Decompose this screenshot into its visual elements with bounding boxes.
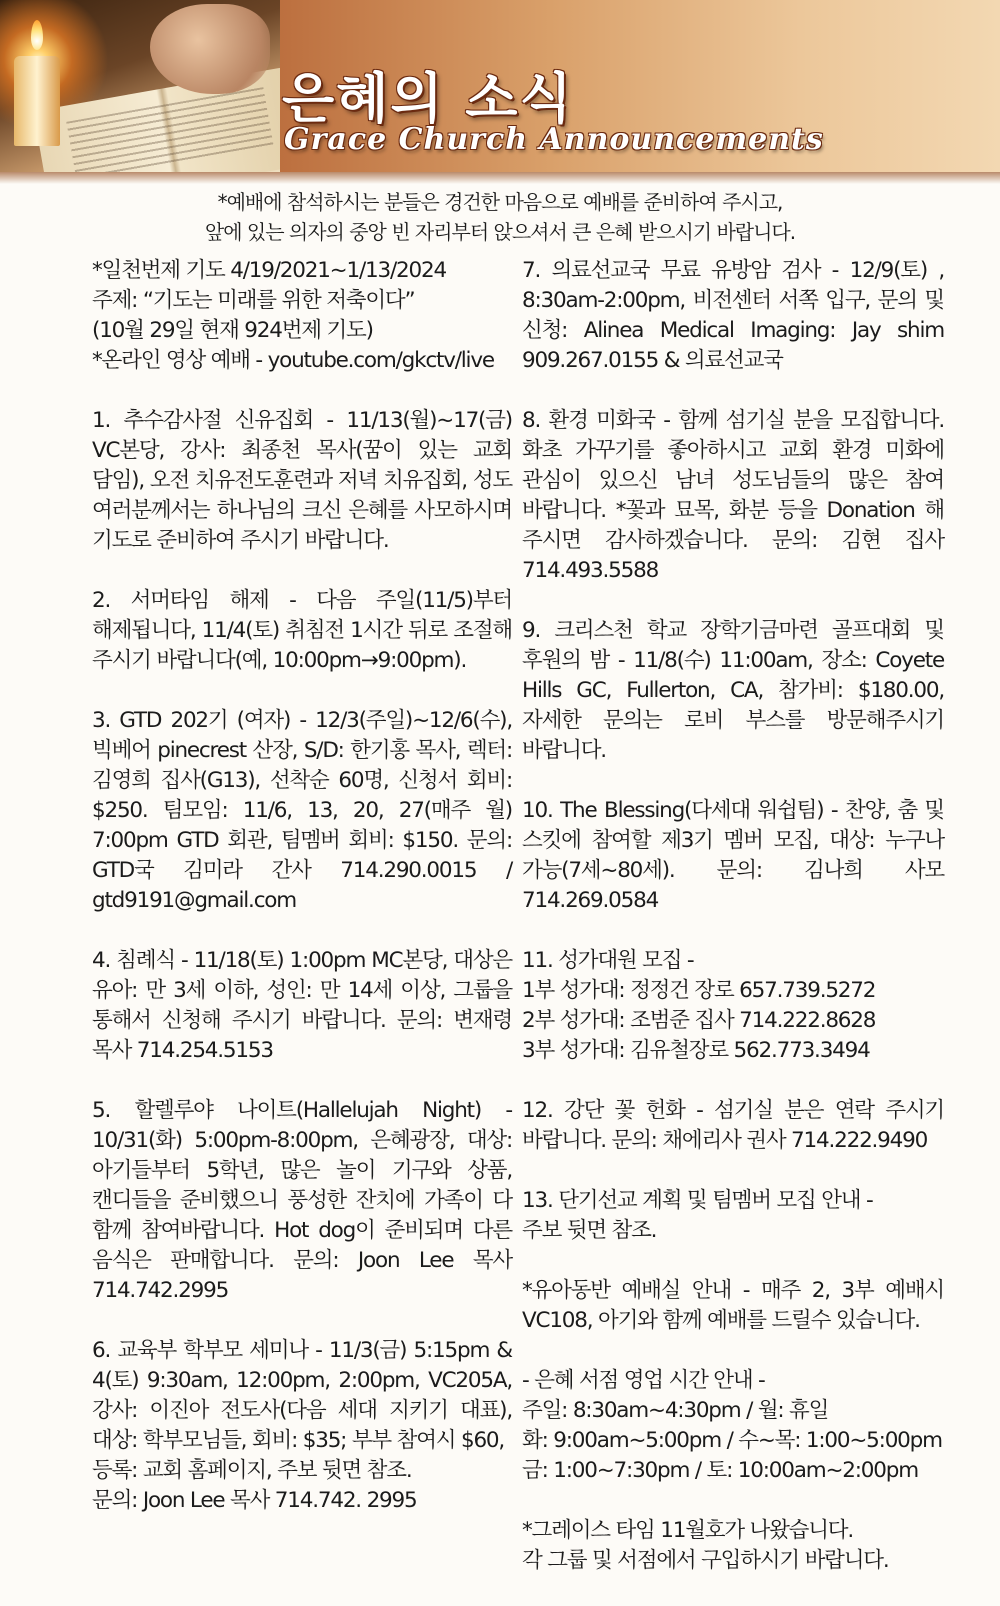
bookstore-hours-tue-thu: 화: 9:00am~5:00pm / 수~목: 1:00~5:00pm — [522, 1428, 942, 1453]
right-column — [522, 256, 944, 1606]
announcement-13 — [522, 1186, 944, 1246]
announcement-11 — [522, 946, 944, 1066]
grace-time-notice — [522, 1516, 944, 1576]
worship-notice-line2: 앞에 있는 의자의 중앙 빈 자리부터 앉으셔서 큰 은혜 받으시기 바랍니다. — [204, 220, 796, 244]
worship-notice-line1: *예배에 참석하시는 분들은 경건한 마음으로 예배를 준비하여 주시고, — [217, 190, 783, 214]
mission-recruit: 13. 단기선교 계획 및 팀멤버 모집 안내 - — [522, 1188, 873, 1213]
choir-1: 1부 성가대: 정정건 장로 657.739.5272 — [522, 978, 876, 1003]
grace-time-line1: *그레이스 타임 11월호가 나왔습니다. — [522, 1518, 854, 1543]
prayer-info-block — [92, 256, 512, 376]
choir-recruit-title: 11. 성가대원 모집 - — [522, 948, 694, 973]
online-worship: *온라인 영상 예배 - youtube.com/gkctv/live — [92, 348, 494, 373]
bookstore-hours-sun-mon: 주일: 8:30am~4:30pm / 월: 휴일 — [522, 1398, 829, 1423]
page-title-english: Grace Church Announcements — [284, 122, 824, 157]
announcement-1: 1. 추수감사절 신유집회 - 11/13(월)~17(금) VC본당, 강사: 최종천 목사(꿈이 있는 교회 담임), 오전 치유전도훈련과 저녁 치유집회, 성도 여러분께서는 하나님의 크신 은혜를 사모하시며 기도로 준비하여 주시기 바랍니다. — [92, 408, 512, 553]
announcement-4: 4. 침례식 - 11/18(토) 1:00pm MC본당, 대상은 유아: 만 3세 이하, 성인: 만 14세 이상, 그룹을 통해서 신청해 주시기 바랍니다. 문의: 변재령 목사 714.254.5153 — [92, 948, 512, 1063]
prayer-count: (10월 29일 현재 924번제 기도) — [92, 318, 373, 343]
left-column — [92, 256, 512, 1546]
announcement-12: 12. 강단 꽃 헌화 - 섬기실 분은 연락 주시기 바랍니다. 문의: 채에리사 권사 714.222.9490 — [522, 1098, 944, 1153]
announcement-7: 7. 의료선교국 무료 유방암 검사 - 12/9(토) , 8:30am-2:00pm, 비전센터 서쪽 입구, 문의 및 신청: Alinea Medical Imaging: Jay shim 909.267.0155 & 의료선교국 — [522, 258, 944, 373]
announcement-6-contact: 문의: Joon Lee 목사 714.742. 2995 — [92, 1488, 417, 1513]
announcement-3: 3. GTD 202기 (여자) - 12/3(주일)~12/6(수), 빅베어 pinecrest 산장, S/D: 한기홍 목사, 렉터: 김영희 집사(G13), 선착순 60명, 신청서 회비: $250. 팀모임: 11/6, 13, 20, 27(매주 월) 7:00pm GTD 회관, 팀멤버 회비: $150. 문의: GTD국 김미라 간사 714.290.0015 / gtd9191@gmail.com — [92, 708, 512, 913]
bookstore-hours-fri-sat: 금: 1:00~7:30pm / 토: 10:00am~2:00pm — [522, 1458, 918, 1483]
prayer-candle-photo — [0, 0, 280, 172]
nursery-notice: *유아동반 예배실 안내 - 매주 2, 3부 예배시 VC108, 아기와 함께 예배를 드릴수 있습니다. — [522, 1278, 944, 1333]
announcement-6-details: 6. 교육부 학부모 세미나 - 11/3(금) 5:15pm & 4(토) 9:30am, 12:00pm, 2:00pm, VC205A, 강사: 이진아 전도사(다음 세대 지키기 대표), 대상: 학부모님들, 회비: $35; 부부 참여시 $60, — [92, 1338, 512, 1453]
announcement-10: 10. The Blessing(다세대 워쉽팀) - 찬양, 춤 및 스킷에 참여할 제3기 멤버 모집, 대상: 누구나 가능(7세~80세). 문의: 김나희 사모 714.269.0584 — [522, 798, 944, 913]
announcement-5: 5. 할렐루야 나이트(Hallelujah Night) - 10/31(화) 5:00pm-8:00pm, 은혜광장, 대상: 아기들부터 5학년, 많은 놀이 기구와 상품, 캔디들을 준비했으니 풍성한 잔치에 가족이 다 함께 참여바랍니다. Hot dog이 준비되며 다른 음식은 판매합니다. 문의: Joon Lee 목사 714.742.2995 — [92, 1098, 512, 1303]
mission-recruit-note: 주보 뒷면 참조. — [522, 1218, 657, 1243]
choir-3: 3부 성가대: 김유철장로 562.773.3494 — [522, 1038, 870, 1063]
bookstore-hours — [522, 1366, 944, 1486]
announcement-2: 2. 서머타임 해제 - 다음 주일(11/5)부터 해제됩니다, 11/4(토) 취침전 1시간 뒤로 조절해 주시기 바랍니다(예, 10:00pm→9:00pm). — [92, 588, 512, 673]
announcement-9: 9. 크리스천 학교 장학기금마련 골프대회 및 후원의 밤 - 11/8(수) 11:00am, 장소: Coyete Hills GC, Fullerton, CA, 참가비: $180.00, 자세한 문의는 로비 부스를 방문해주시기 바랍니다. — [522, 618, 944, 763]
prayer-theme: 주제: “기도는 미래를 위한 저축이다” — [92, 288, 415, 313]
announcement-8: 8. 환경 미화국 - 함께 섬기실 분을 모집합니다. 화초 가꾸기를 좋아하시고 교회 환경 미화에 관심이 있으신 남녀 성도님들의 많은 참여 바랍니다. *꽃과 묘목, 화분 등을 Donation 해 주시면 감사하겠습니다. 문의: 김현 집사 714.493.5588 — [522, 408, 944, 583]
praying-hands-image — [150, 4, 270, 94]
prayer-period: *일천번제 기도 4/19/2021~1/13/2024 — [92, 258, 446, 283]
flame-icon — [31, 20, 43, 50]
bookstore-title: - 은혜 서점 영업 시간 안내 - — [522, 1368, 765, 1393]
announcement-6 — [92, 1336, 512, 1516]
candle-icon — [14, 56, 60, 146]
header-divider — [0, 172, 1000, 184]
choir-2: 2부 성가대: 조범준 집사 714.222.8628 — [522, 1008, 876, 1033]
worship-notice — [0, 187, 1000, 247]
announcement-6-registration: 등록: 교회 홈페이지, 주보 뒷면 참조. — [92, 1458, 412, 1483]
grace-time-line2: 각 그룹 및 서점에서 구입하시기 바랍니다. — [522, 1548, 889, 1573]
page-title-korean: 은혜의 소식 — [282, 67, 574, 130]
